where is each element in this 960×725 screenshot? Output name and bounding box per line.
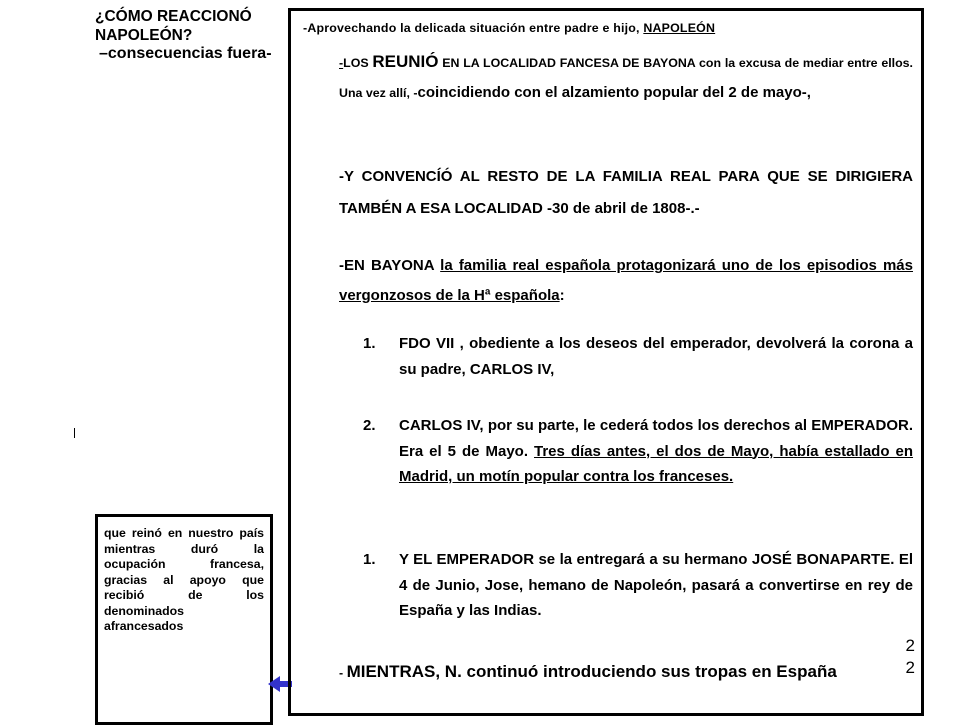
question-heading: ¿CÓMO REACCIONÓ NAPOLEÓN? [95,8,252,44]
list-item-3: 1. Y EL EMPERADOR se la entregará a su hermano JOSÉ BONAPARTE. El 4 de Junio, Jose, hemano de Napoleón, pasará a convertirse en rey de España y las Indias. [363,551,913,619]
list-item-2: 2. CARLOS IV, por su parte, le cederá todos los derechos al EMPERADOR. Era el 5 de Mayo. Tres días antes, el dos de Mayo, había estallado en Madrid, un motín popular contra los franceses. [363,417,914,485]
side-note-text: que reinó en nuestro país mientras duró la ocupación francesa, gracias al apoyo que recibió de los denominados afrancesados [104,526,264,633]
paragraph-convencio: -Y CONVENCÍÓ AL RESTO DE LA FAMILIA REAL PARA QUE SE DIRIGIERA TAMBÉN A ESA LOCALIDAD -30 de abril de 1808-.- [339,168,913,217]
side-note-box [95,514,273,725]
paragraph-bayona: -EN BAYONA la familia real española protagonizará uno de los episodios más vergonzosos de la Hª española: [339,257,913,304]
list-item-1: 1. FDO VII , obediente a los deseos del emperador, devolverá la corona a su padre, CARLOS IV, [363,335,913,378]
intro-line: -Aprovechando la delicada situación entre padre e hijo, NAPOLEÓN [303,21,716,35]
paragraph-reunion: -LOS REUNIÓ EN LA LOCALIDAD FANCESA DE BAYONA con la excusa de mediar entre ellos. Una vez allí, -coincidiendo con el alzamiento popular del 2 de mayo-, [339,52,913,101]
stray-mark [74,428,75,438]
question-subtitle: –consecuencias fuera- [99,45,272,62]
page-number-bottom: 2 [905,658,915,677]
page-number-top: 2 [905,636,915,655]
intro-napoleon: NAPOLEÓN [643,21,716,35]
main-text-frame [288,8,924,716]
paragraph-mientras: - MIENTRAS, N. continuó introduciendo sus tropas en España [339,662,837,681]
side-title [95,8,275,64]
